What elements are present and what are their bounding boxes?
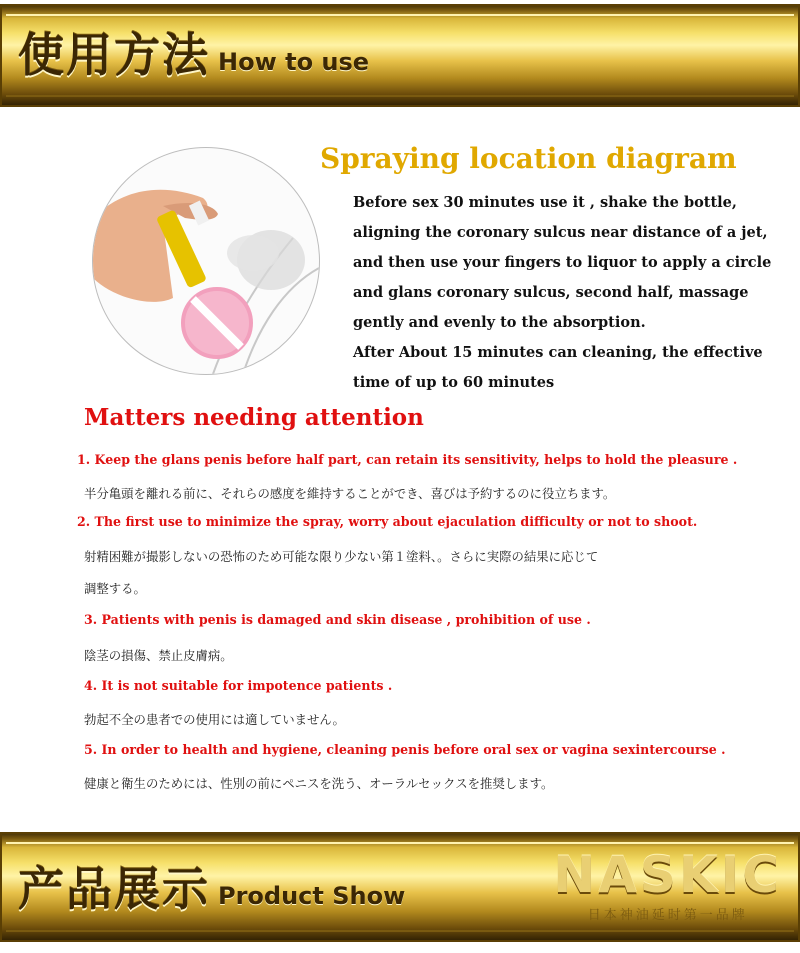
section-title: Spraying location diagram (320, 142, 737, 175)
attention-item-3-jp: 陰茎の損傷、禁止皮膚病。 (84, 648, 233, 663)
footer-title (18, 862, 406, 916)
spray-application-illustration (93, 148, 319, 374)
attention-item-5-jp: 健康と衛生のためには、性別の前にペニスを洗う、オーラルセックスを推奨します。 (84, 776, 554, 791)
attention-item-2-jp-line2: 調整する。 (84, 581, 146, 596)
attention-item-1: 1. Keep the glans penis before half part, can retain its sensitivity, helps to hold the pleasure . (77, 452, 738, 467)
header-banner (0, 4, 800, 107)
brand-logo (553, 846, 782, 923)
header-title-en: How to use (218, 48, 370, 76)
attention-item-4-jp: 勃起不全の患者での使用には適していません。 (84, 712, 345, 727)
attention-item-3: 3. Patients with penis is damaged and skin disease , prohibition of use . (84, 612, 591, 627)
brand-tagline: 日本神油延时第一品牌 (587, 908, 748, 923)
footer-title-en: Product Show (218, 882, 406, 910)
attention-item-5: 5. In order to health and hygiene, cleaning penis before oral sex or vagina sexintercourse . (84, 742, 726, 757)
header-title (18, 28, 370, 82)
attention-item-2: 2. The first use to minimize the spray, worry about ejaculation difficulty or not to shoot. (77, 514, 698, 529)
instruction-paragraph-2: After About 15 minutes can cleaning, the effective time of up to 60 minutes (353, 344, 763, 391)
attention-item-4: 4. It is not suitable for impotence patients . (84, 678, 393, 693)
attention-title: Matters needing attention (84, 404, 424, 431)
attention-item-1-jp: 半分亀頭を離れる前に、それらの感度を維持することができ、喜びは予約するのに役立ちます。 (84, 486, 616, 501)
prohibited-sign-icon (183, 289, 251, 357)
footer-banner (0, 832, 800, 942)
attention-item-2-jp: 射精困難が撮影しないの恐怖のため可能な限り少ない第１塗料、。さらに実際の結果に応じて (84, 549, 599, 564)
footer-title-cn: 产品展示 (18, 862, 210, 916)
brand-name: NASKIC (553, 846, 782, 904)
spraying-diagram (92, 147, 320, 375)
header-title-cn: 使用方法 (18, 28, 210, 82)
instruction-paragraph-1: Before sex 30 minutes use it , shake the bottle, aligning the coronary sulcus near distance of a jet, and then use your fingers to liquor to apply a circle and glans coronary sulcus, second half, massage gently and evenly to the absorption. (353, 194, 772, 331)
